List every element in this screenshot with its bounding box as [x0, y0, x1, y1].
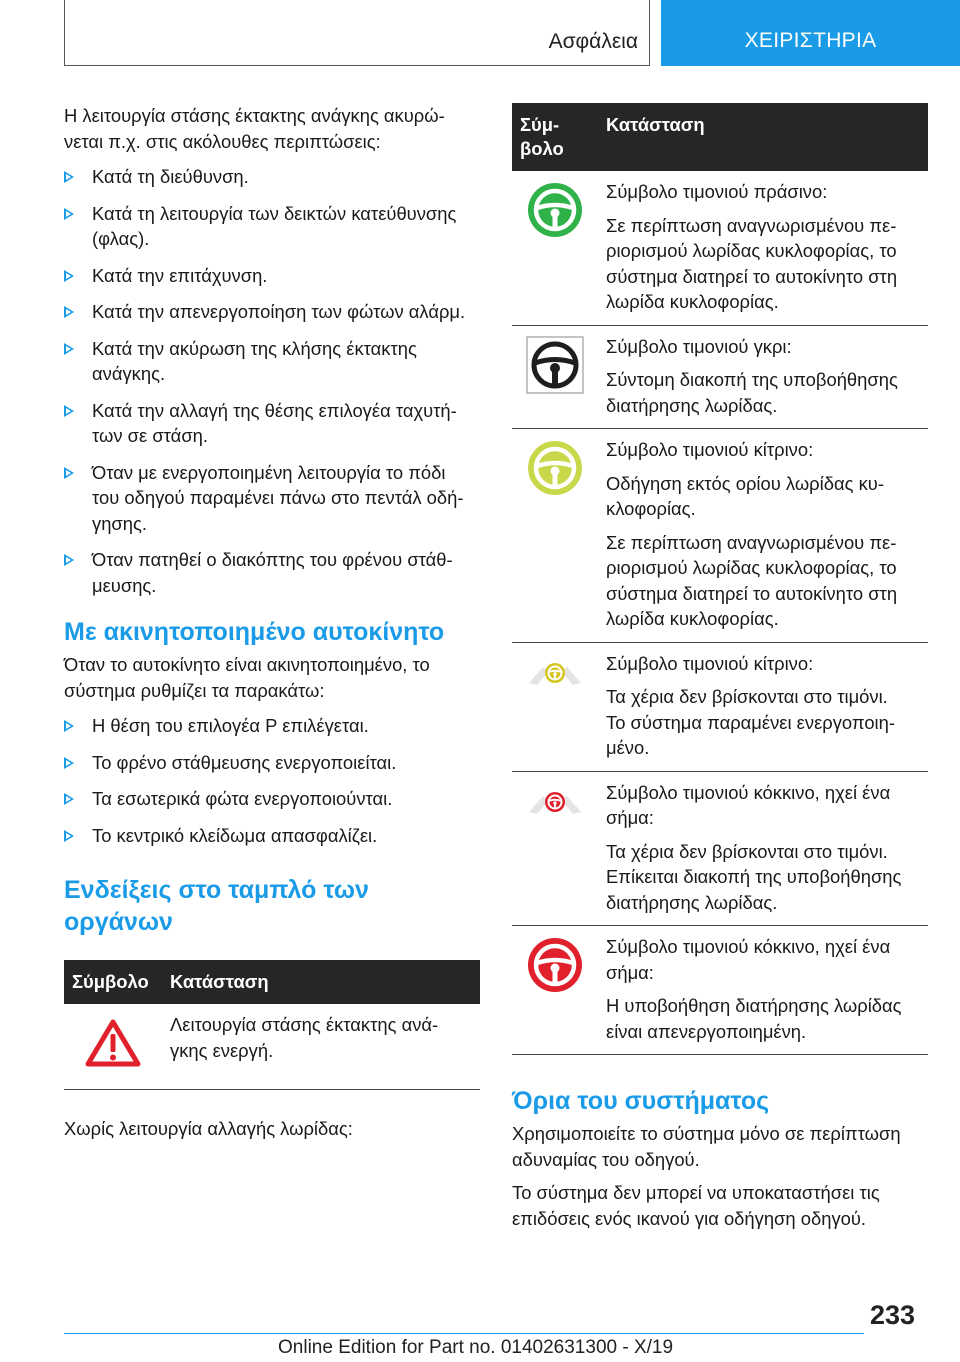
- table-row: Σύμβολο τιμονιού κόκκινο, ηχεί ένα σήμα: Η υποβοήθηση διατήρησης λωρίδας είναι απενεργοποιημένη.: [512, 926, 928, 1055]
- triangle-bullet-icon: [64, 830, 74, 842]
- table-row: Σύμβολο τιμονιού πράσινο: Σε περίπτωση αναγνωρισμένου πε- ριορισμού λωρίδας κυκλοφορίας, το σύστημα διατηρεί το αυτοκίνητο στη λωρίδα κυκλοφορίας.: [512, 171, 928, 325]
- table-header-state: Κατάσταση: [598, 103, 928, 171]
- section-heading-limits: Όρια του συστήματος: [512, 1087, 770, 1115]
- triangle-bullet-icon: [64, 793, 74, 805]
- section-heading-stationary: Με ακινητοποιημένο αυτοκίνητο: [64, 618, 445, 646]
- table-header-row: [64, 960, 480, 1004]
- table-row: Σύμβολο τιμονιού γκρι: Σύντομη διακοπή της υποβοήθησης διατήρησης λωρίδας.: [512, 325, 928, 429]
- list-item: Η θέση του επιλογέα P επιλέγεται.: [64, 713, 480, 739]
- steering-wheel-grey-icon: [526, 336, 584, 394]
- section-heading-indicators: Ενδείξεις στο ταμπλό των οργάνων: [64, 876, 369, 936]
- limits-paragraph-1: Χρησιμοποιείτε το σύστημα μόνο σε περίπτωση αδυναμίας του οδηγού.: [512, 1123, 901, 1170]
- table-header-state: Κατάσταση: [162, 960, 480, 1004]
- list-item: Τα εσωτερικά φώτα ενεργοποιούνται.: [64, 786, 480, 812]
- triangle-bullet-icon: [64, 208, 74, 220]
- limits-paragraph-2: Το σύστημα δεν μπορεί να υποκαταστήσει τις επιδόσεις ενός ικανού για οδήγηση οδηγού.: [512, 1182, 880, 1229]
- left-column: [64, 103, 480, 1141]
- list-item: Όταν με ενεργοποιημένη λειτουργία το πόδι του οδηγού παραμένει πάνω στο πεντάλ οδή- γησης.: [64, 460, 480, 537]
- list-item: Κατά την αλλαγή της θέσης επιλογέα ταχυτή- των σε στάση.: [64, 398, 480, 449]
- hands-on-wheel-yellow-icon: [525, 653, 585, 693]
- stationary-paragraph: Όταν το αυτοκίνητο είναι ακινητοποιημένο, το σύστημα ρυθμίζει τα παρακάτω:: [64, 654, 430, 701]
- triangle-bullet-icon: [64, 306, 74, 318]
- triangle-bullet-icon: [64, 757, 74, 769]
- triangle-bullet-icon: [64, 467, 74, 479]
- indicator-table: [64, 960, 480, 1090]
- triangle-bullet-icon: [64, 171, 74, 183]
- page-number: 233: [870, 1300, 916, 1330]
- warning-triangle-icon: [85, 1018, 141, 1068]
- triangle-bullet-icon: [64, 343, 74, 355]
- list-item: Όταν πατηθεί ο διακόπτης του φρένου στάθ- μευσης.: [64, 547, 480, 598]
- list-item: Το κεντρικό κλείδωμα απασφαλίζει.: [64, 823, 480, 849]
- steering-wheel-yellow-icon: [526, 439, 584, 497]
- table-header-row: [512, 103, 928, 171]
- steering-wheel-green-icon: [526, 181, 584, 239]
- steering-wheel-red-icon: [526, 936, 584, 994]
- list-item: Το φρένο στάθμευσης ενεργοποιείται.: [64, 750, 480, 776]
- header-chapter-tab[interactable]: ΧΕΙΡΙΣΤΗΡΙΑ: [661, 0, 960, 66]
- right-column: [512, 103, 928, 1231]
- list-item: Κατά τη διεύθυνση.: [64, 164, 480, 190]
- table-row: Λειτουργία στάσης έκτακτης ανά- γκης ενεργή.: [64, 1004, 480, 1089]
- table-header-symbol: Σύμ- βολο: [512, 103, 598, 171]
- triangle-bullet-icon: [64, 270, 74, 282]
- triangle-bullet-icon: [64, 405, 74, 417]
- table-header-symbol: Σύμβολο: [64, 960, 162, 1004]
- table-row: Σύμβολο τιμονιού κόκκινο, ηχεί ένα σήμα: Τα χέρια δεν βρίσκονται στο τιμόνι. Επίκειται διακοπή της υποβοήθησης διατήρησης λωρίδας.: [512, 771, 928, 926]
- closing-paragraph: Χωρίς λειτουργία αλλαγής λωρίδας:: [64, 1117, 353, 1139]
- table-row: Σύμβολο τιμονιού κίτρινο: Οδήγηση εκτός ορίου λωρίδας κυ- κλοφορίας. Σε περίπτωση αναγνωρισμένου πε- ριορισμού λωρίδας κυκλοφορίας, το σύστημα διατηρεί το αυτοκίνητο στη λωρίδα κυκλοφορίας.: [512, 429, 928, 643]
- list-item: Κατά την ακύρωση της κλήσης έκτακτης ανάγκης.: [64, 336, 480, 387]
- stationary-actions-list: [64, 713, 480, 848]
- list-item: Κατά την επιτάχυνση.: [64, 263, 480, 289]
- triangle-bullet-icon: [64, 720, 74, 732]
- table-row: Σύμβολο τιμονιού κίτρινο: Τα χέρια δεν βρίσκονται στο τιμόνι. Το σύστημα παραμένει ενεργοποιη- μένο.: [512, 642, 928, 771]
- intro-paragraph: Η λειτουργία στάσης έκτακτης ανάγκης ακυρώ- νεται π.χ. στις ακόλουθες περιπτώσεις:: [64, 105, 445, 152]
- list-item: Κατά την απενεργοποίηση των φώτων αλάρμ.: [64, 299, 480, 325]
- footer-divider: [64, 1333, 864, 1334]
- triangle-bullet-icon: [64, 554, 74, 566]
- cancel-conditions-list: [64, 164, 480, 598]
- header-section-title: Ασφάλεια: [548, 30, 638, 53]
- list-item: Κατά τη λειτουργία των δεικτών κατεύθυνσης (φλας).: [64, 201, 480, 252]
- steering-symbol-table: [512, 103, 928, 1055]
- hands-on-wheel-red-icon: [525, 782, 585, 822]
- footer-edition: Online Edition for Part no. 01402631300 - X/19: [278, 1337, 674, 1358]
